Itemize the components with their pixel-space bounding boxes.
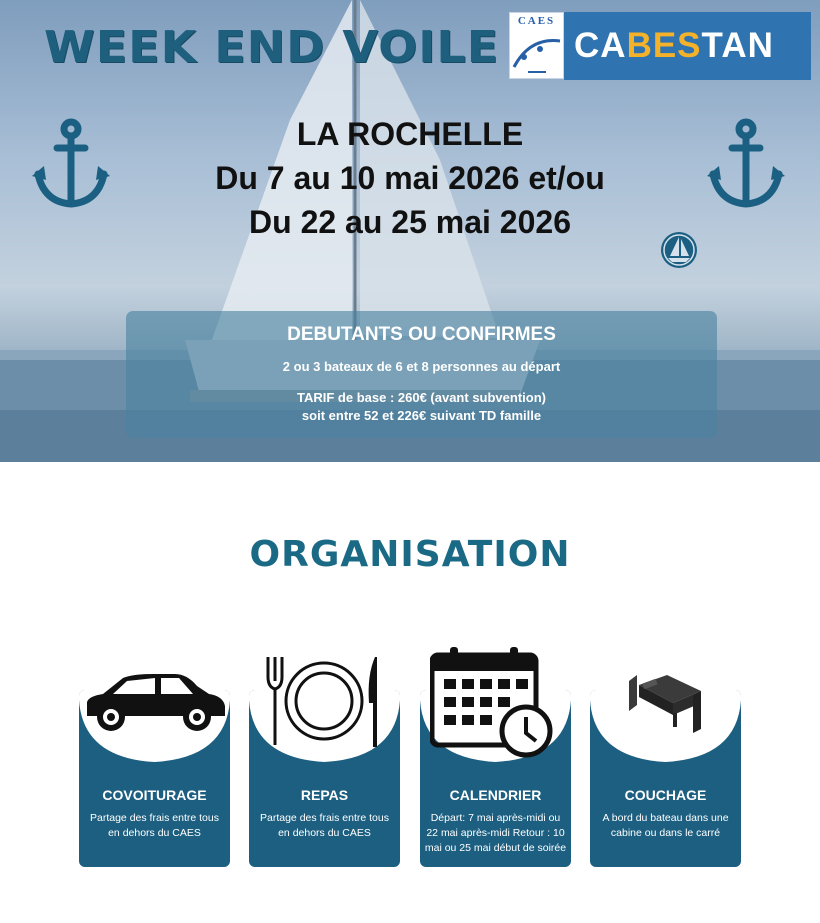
plate-icon [263,655,385,750]
organisation-title: ORGANISATION [249,534,571,575]
card-text: Partage des frais entre tous en dehors du CAES [260,812,389,839]
bed-icon [625,667,705,735]
card-text: A bord du bateau dans une cabine ou dans le carré [602,812,729,839]
event-date-1: Du 7 au 10 mai 2026 et/ou [215,160,605,196]
info-box [126,311,717,438]
caes-logo: CAES [509,12,564,79]
card-text: Départ: 7 mai après-midi ou 22 mai après-midi Retour : 10 mai ou 25 mai début de soirée [424,812,567,854]
sailboat-icon [659,230,699,270]
card-title: COUCHAGE [624,787,707,803]
anchor-left-icon [30,118,112,210]
event-details [0,112,820,244]
page-title: WEEK END VOILE [44,21,500,73]
anchor-right-icon [705,118,787,210]
calendar-icon [430,645,558,760]
tarif-detail-text: soit entre 52 et 226€ suivant TD famille [301,408,542,423]
event-place: LA ROCHELLE [296,116,524,152]
card-title: REPAS [300,787,349,803]
car-icon [83,672,227,734]
card-title: CALENDRIER [449,787,542,803]
card-title: COVOITURAGE [102,787,207,803]
tarif-text: TARIF de base : 260€ (avant subvention) [297,390,546,405]
boats-text: 2 ou 3 bateaux de 6 et 8 personnes au départ [282,359,561,374]
cabestan-logo: CABESTAN [564,12,811,80]
event-date-2: Du 22 au 25 mai 2026 [249,204,571,240]
level-heading: DEBUTANTS OU CONFIRMES [287,324,556,345]
card-text: Partage des frais entre tous en dehors du CAES [90,812,219,839]
